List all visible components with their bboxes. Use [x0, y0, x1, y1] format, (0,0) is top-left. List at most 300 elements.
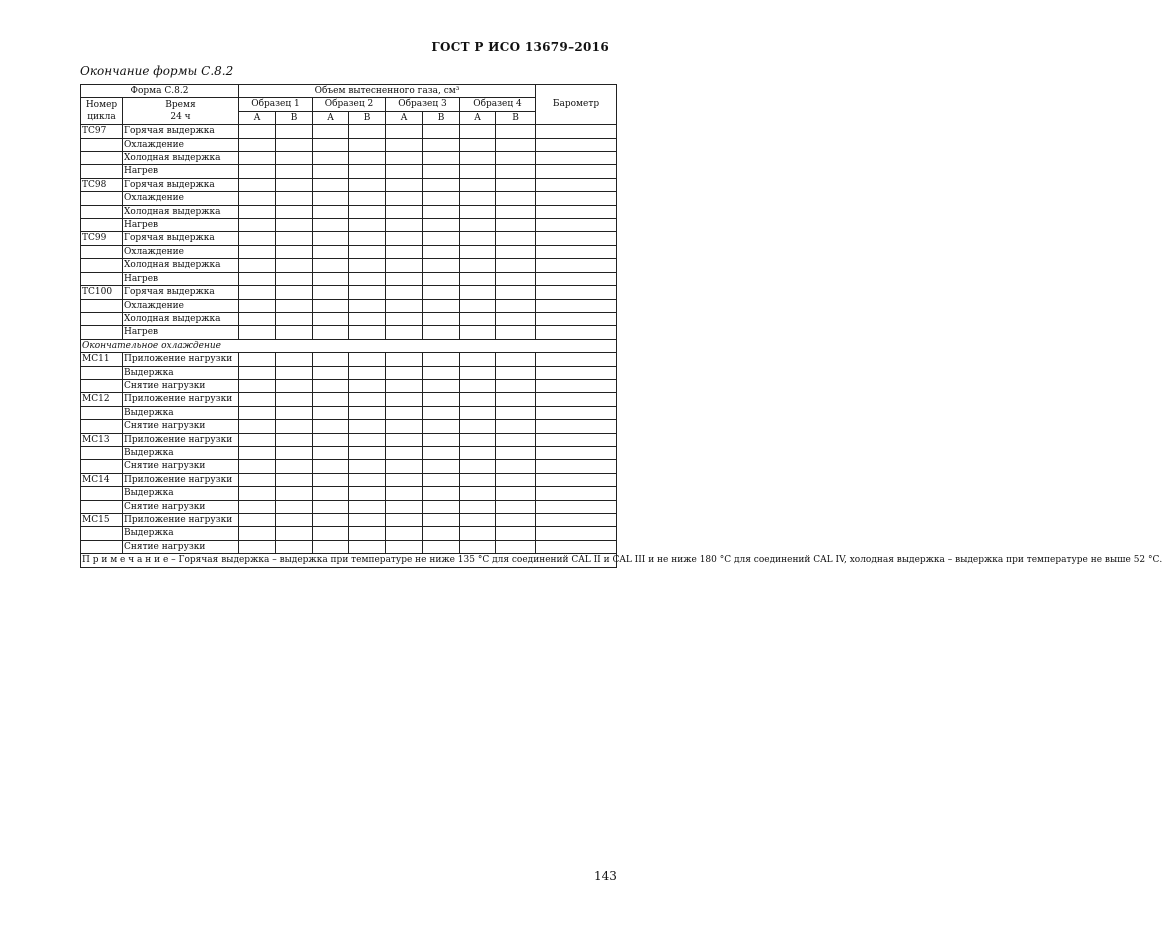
table-row: [81, 446, 617, 459]
value-cell: [349, 219, 386, 232]
value-cell: [349, 433, 386, 446]
cycle-cell: [81, 205, 123, 218]
value-cell: [313, 192, 349, 205]
value-cell: [496, 205, 536, 218]
barometer-cell: [536, 460, 617, 473]
cycle-cell: [81, 192, 123, 205]
value-cell: [423, 125, 460, 138]
barometer-cell: [536, 138, 617, 151]
cycle-cell: [81, 527, 123, 540]
value-cell: [239, 446, 276, 459]
value-cell: [349, 527, 386, 540]
time-cell: Приложение нагрузки: [123, 514, 239, 527]
value-cell: [386, 192, 423, 205]
time-cell: Выдержка: [123, 366, 239, 379]
value-cell: [423, 514, 460, 527]
cycle-cell: МС15: [81, 514, 123, 527]
value-cell: [349, 138, 386, 151]
table-row: [81, 433, 617, 446]
value-cell: [313, 420, 349, 433]
document-header: ГОСТ Р ИСО 13679–2016: [431, 40, 609, 54]
value-cell: [423, 393, 460, 406]
value-cell: [460, 286, 496, 299]
value-cell: [423, 286, 460, 299]
value-cell: [349, 165, 386, 178]
cycle-cell: МС11: [81, 353, 123, 366]
value-cell: [239, 138, 276, 151]
cycle-cell: [81, 326, 123, 339]
table-row: [81, 527, 617, 540]
value-cell: [423, 232, 460, 245]
table-row: [81, 379, 617, 392]
value-cell: [276, 406, 313, 419]
value-cell: [386, 286, 423, 299]
table-row: [81, 393, 617, 406]
value-cell: [496, 178, 536, 191]
barometer-cell: [536, 152, 617, 165]
time-cell: Выдержка: [123, 527, 239, 540]
time-cell: Выдержка: [123, 487, 239, 500]
value-cell: [349, 473, 386, 486]
value-cell: [423, 219, 460, 232]
value-cell: [386, 353, 423, 366]
value-cell: [313, 138, 349, 151]
value-cell: [313, 178, 349, 191]
value-cell: [276, 379, 313, 392]
barometer-cell: [536, 312, 617, 325]
note-row: [81, 554, 617, 567]
sub-header-b: В: [349, 111, 386, 124]
value-cell: [313, 473, 349, 486]
barometer-cell: [536, 473, 617, 486]
time-cell: Приложение нагрузки: [123, 353, 239, 366]
value-cell: [239, 420, 276, 433]
value-cell: [313, 446, 349, 459]
value-cell: [460, 393, 496, 406]
value-cell: [423, 366, 460, 379]
cycle-cell: [81, 420, 123, 433]
time-cell: Холодная выдержка: [123, 259, 239, 272]
table-row: [81, 138, 617, 151]
table-row: [81, 219, 617, 232]
value-cell: [313, 433, 349, 446]
barometer-cell: [536, 272, 617, 285]
cycle-cell: МС13: [81, 433, 123, 446]
barometer-cell: [536, 353, 617, 366]
value-cell: [276, 178, 313, 191]
value-cell: [313, 514, 349, 527]
value-cell: [386, 219, 423, 232]
section-row: [81, 339, 617, 352]
value-cell: [423, 460, 460, 473]
section-label: Окончательное охлаждение: [81, 339, 617, 352]
value-cell: [276, 165, 313, 178]
value-cell: [276, 245, 313, 258]
form-label: Форма С.8.2: [81, 85, 239, 98]
time-cell: Холодная выдержка: [123, 312, 239, 325]
value-cell: [423, 312, 460, 325]
value-cell: [313, 366, 349, 379]
value-cell: [276, 286, 313, 299]
value-cell: [496, 192, 536, 205]
value-cell: [276, 232, 313, 245]
value-cell: [349, 366, 386, 379]
value-cell: [460, 152, 496, 165]
barometer-cell: [536, 299, 617, 312]
form-caption: Окончание формы С.8.2: [80, 64, 234, 78]
time-cell: Снятие нагрузки: [123, 540, 239, 553]
value-cell: [313, 527, 349, 540]
table-row: [81, 245, 617, 258]
displaced-gas-header: Объем вытесненного газа, см³: [239, 85, 536, 98]
value-cell: [386, 125, 423, 138]
cycle-cell: ТС97: [81, 125, 123, 138]
barometer-cell: [536, 487, 617, 500]
barometer-cell: [536, 540, 617, 553]
value-cell: [313, 487, 349, 500]
barometer-cell: [536, 406, 617, 419]
value-cell: [313, 393, 349, 406]
value-cell: [349, 192, 386, 205]
time-cell: Горячая выдержка: [123, 178, 239, 191]
cycle-cell: [81, 366, 123, 379]
cycle-cell: МС12: [81, 393, 123, 406]
cycle-cell: ТС98: [81, 178, 123, 191]
value-cell: [496, 299, 536, 312]
value-cell: [496, 406, 536, 419]
time-cell: Снятие нагрузки: [123, 379, 239, 392]
value-cell: [460, 259, 496, 272]
barometer-cell: [536, 500, 617, 513]
barometer-cell: [536, 433, 617, 446]
cycle-cell: [81, 272, 123, 285]
value-cell: [423, 192, 460, 205]
value-cell: [313, 500, 349, 513]
value-cell: [423, 353, 460, 366]
time-cell: Охлаждение: [123, 138, 239, 151]
value-cell: [460, 406, 496, 419]
value-cell: [349, 446, 386, 459]
value-cell: [386, 165, 423, 178]
value-cell: [239, 500, 276, 513]
value-cell: [276, 299, 313, 312]
cycle-cell: [81, 379, 123, 392]
cycle-cell: МС14: [81, 473, 123, 486]
value-cell: [349, 406, 386, 419]
value-cell: [460, 460, 496, 473]
value-cell: [313, 205, 349, 218]
cycle-cell: [81, 487, 123, 500]
value-cell: [239, 205, 276, 218]
value-cell: [460, 500, 496, 513]
value-cell: [460, 487, 496, 500]
cycle-cell: [81, 152, 123, 165]
table-row: [81, 420, 617, 433]
sample-header-1: Образец 1: [239, 98, 313, 111]
value-cell: [460, 178, 496, 191]
value-cell: [386, 406, 423, 419]
value-cell: [386, 326, 423, 339]
value-cell: [239, 125, 276, 138]
value-cell: [313, 460, 349, 473]
time-cell: Приложение нагрузки: [123, 433, 239, 446]
value-cell: [239, 152, 276, 165]
value-cell: [423, 299, 460, 312]
value-cell: [349, 487, 386, 500]
value-cell: [386, 433, 423, 446]
sample-header-4: Образец 4: [460, 98, 536, 111]
value-cell: [349, 125, 386, 138]
value-cell: [349, 299, 386, 312]
value-cell: [276, 527, 313, 540]
cycle-cell: [81, 540, 123, 553]
value-cell: [423, 259, 460, 272]
value-cell: [239, 379, 276, 392]
time-cell: Холодная выдержка: [123, 152, 239, 165]
barometer-cell: [536, 326, 617, 339]
value-cell: [496, 393, 536, 406]
value-cell: [460, 540, 496, 553]
value-cell: [386, 514, 423, 527]
cycle-cell: [81, 312, 123, 325]
value-cell: [460, 366, 496, 379]
value-cell: [423, 540, 460, 553]
value-cell: [423, 500, 460, 513]
time-cell: Нагрев: [123, 326, 239, 339]
value-cell: [239, 366, 276, 379]
value-cell: [276, 312, 313, 325]
value-cell: [313, 299, 349, 312]
sub-header-a: А: [386, 111, 423, 124]
value-cell: [496, 500, 536, 513]
value-cell: [460, 312, 496, 325]
value-cell: [496, 312, 536, 325]
value-cell: [313, 286, 349, 299]
value-cell: [496, 460, 536, 473]
time-cell: Снятие нагрузки: [123, 460, 239, 473]
value-cell: [349, 245, 386, 258]
value-cell: [349, 500, 386, 513]
value-cell: [460, 326, 496, 339]
form-table: [80, 84, 1162, 568]
value-cell: [239, 460, 276, 473]
value-cell: [423, 152, 460, 165]
table-row: [81, 165, 617, 178]
value-cell: [276, 446, 313, 459]
value-cell: [386, 312, 423, 325]
value-cell: [423, 326, 460, 339]
cycle-header-line1: Номер: [85, 99, 118, 110]
time-cell: Снятие нагрузки: [123, 420, 239, 433]
table-row: [81, 272, 617, 285]
value-cell: [276, 219, 313, 232]
table-row: [81, 514, 617, 527]
time-cell: Приложение нагрузки: [123, 393, 239, 406]
cycle-cell: ТС99: [81, 232, 123, 245]
value-cell: [276, 326, 313, 339]
cycle-header-line2: цикла: [87, 112, 116, 123]
value-cell: [496, 527, 536, 540]
time-cell: Горячая выдержка: [123, 286, 239, 299]
table-row: [81, 460, 617, 473]
value-cell: [460, 527, 496, 540]
value-cell: [423, 473, 460, 486]
value-cell: [313, 312, 349, 325]
value-cell: [386, 152, 423, 165]
value-cell: [313, 326, 349, 339]
table-row: [81, 286, 617, 299]
value-cell: [276, 205, 313, 218]
value-cell: [313, 219, 349, 232]
value-cell: [460, 138, 496, 151]
value-cell: [496, 286, 536, 299]
time-cell: Нагрев: [123, 219, 239, 232]
value-cell: [423, 205, 460, 218]
value-cell: [349, 205, 386, 218]
value-cell: [239, 406, 276, 419]
time-cell: Горячая выдержка: [123, 125, 239, 138]
value-cell: [386, 379, 423, 392]
value-cell: [276, 500, 313, 513]
value-cell: [386, 500, 423, 513]
value-cell: [349, 178, 386, 191]
value-cell: [239, 299, 276, 312]
value-cell: [239, 487, 276, 500]
value-cell: [276, 473, 313, 486]
barometer-cell: [536, 514, 617, 527]
value-cell: [423, 433, 460, 446]
value-cell: [239, 232, 276, 245]
value-cell: [496, 379, 536, 392]
value-cell: [386, 540, 423, 553]
value-cell: [239, 259, 276, 272]
value-cell: [496, 272, 536, 285]
value-cell: [423, 272, 460, 285]
value-cell: [386, 178, 423, 191]
value-cell: [349, 420, 386, 433]
time-cell: Нагрев: [123, 272, 239, 285]
value-cell: [423, 178, 460, 191]
value-cell: [276, 125, 313, 138]
value-cell: [313, 406, 349, 419]
value-cell: [423, 165, 460, 178]
barometer-cell: [536, 205, 617, 218]
barometer-header: Барометр: [536, 85, 617, 125]
value-cell: [276, 420, 313, 433]
value-cell: [496, 487, 536, 500]
value-cell: [349, 326, 386, 339]
cycle-cell: [81, 460, 123, 473]
time-cell: Холодная выдержка: [123, 205, 239, 218]
value-cell: [496, 326, 536, 339]
table-row: [81, 232, 617, 245]
sub-header-b: В: [423, 111, 460, 124]
value-cell: [276, 540, 313, 553]
table-row: [81, 353, 617, 366]
value-cell: [239, 219, 276, 232]
time-cell: Охлаждение: [123, 245, 239, 258]
value-cell: [496, 259, 536, 272]
value-cell: [423, 138, 460, 151]
value-cell: [313, 353, 349, 366]
barometer-cell: [536, 420, 617, 433]
value-cell: [423, 420, 460, 433]
sub-header-a: А: [239, 111, 276, 124]
value-cell: [313, 272, 349, 285]
value-cell: [496, 366, 536, 379]
barometer-cell: [536, 393, 617, 406]
table-row: [81, 487, 617, 500]
value-cell: [460, 232, 496, 245]
table-row: [81, 473, 617, 486]
value-cell: [349, 514, 386, 527]
barometer-cell: [536, 366, 617, 379]
value-cell: [276, 259, 313, 272]
value-cell: [239, 353, 276, 366]
value-cell: [386, 245, 423, 258]
value-cell: [386, 473, 423, 486]
time-header-line2: 24 ч: [170, 112, 191, 123]
value-cell: [313, 125, 349, 138]
value-cell: [460, 192, 496, 205]
value-cell: [313, 540, 349, 553]
value-cell: [496, 152, 536, 165]
value-cell: [349, 393, 386, 406]
value-cell: [423, 527, 460, 540]
value-cell: [349, 312, 386, 325]
table-row: [81, 312, 617, 325]
value-cell: [239, 272, 276, 285]
time-cell: Охлаждение: [123, 192, 239, 205]
barometer-cell: [536, 232, 617, 245]
value-cell: [349, 540, 386, 553]
barometer-cell: [536, 259, 617, 272]
value-cell: [239, 393, 276, 406]
time-cell: Выдержка: [123, 406, 239, 419]
value-cell: [423, 487, 460, 500]
cycle-cell: [81, 500, 123, 513]
value-cell: [239, 540, 276, 553]
sample-header-2: Образец 2: [313, 98, 386, 111]
value-cell: [423, 245, 460, 258]
barometer-cell: [536, 527, 617, 540]
time-cell: Нагрев: [123, 165, 239, 178]
barometer-cell: [536, 245, 617, 258]
value-cell: [386, 393, 423, 406]
value-cell: [460, 165, 496, 178]
sub-header-b: В: [496, 111, 536, 124]
cycle-cell: [81, 165, 123, 178]
table-row: [81, 125, 617, 138]
value-cell: [386, 366, 423, 379]
value-cell: [460, 125, 496, 138]
value-cell: [496, 232, 536, 245]
value-cell: [276, 487, 313, 500]
time-cell: Горячая выдержка: [123, 232, 239, 245]
value-cell: [386, 527, 423, 540]
value-cell: [313, 379, 349, 392]
value-cell: [496, 165, 536, 178]
barometer-cell: [536, 446, 617, 459]
barometer-cell: [536, 286, 617, 299]
barometer-cell: [536, 125, 617, 138]
value-cell: [276, 192, 313, 205]
value-cell: [386, 460, 423, 473]
cycle-number-header: [81, 98, 123, 125]
barometer-cell: [536, 219, 617, 232]
value-cell: [386, 446, 423, 459]
value-cell: [239, 433, 276, 446]
